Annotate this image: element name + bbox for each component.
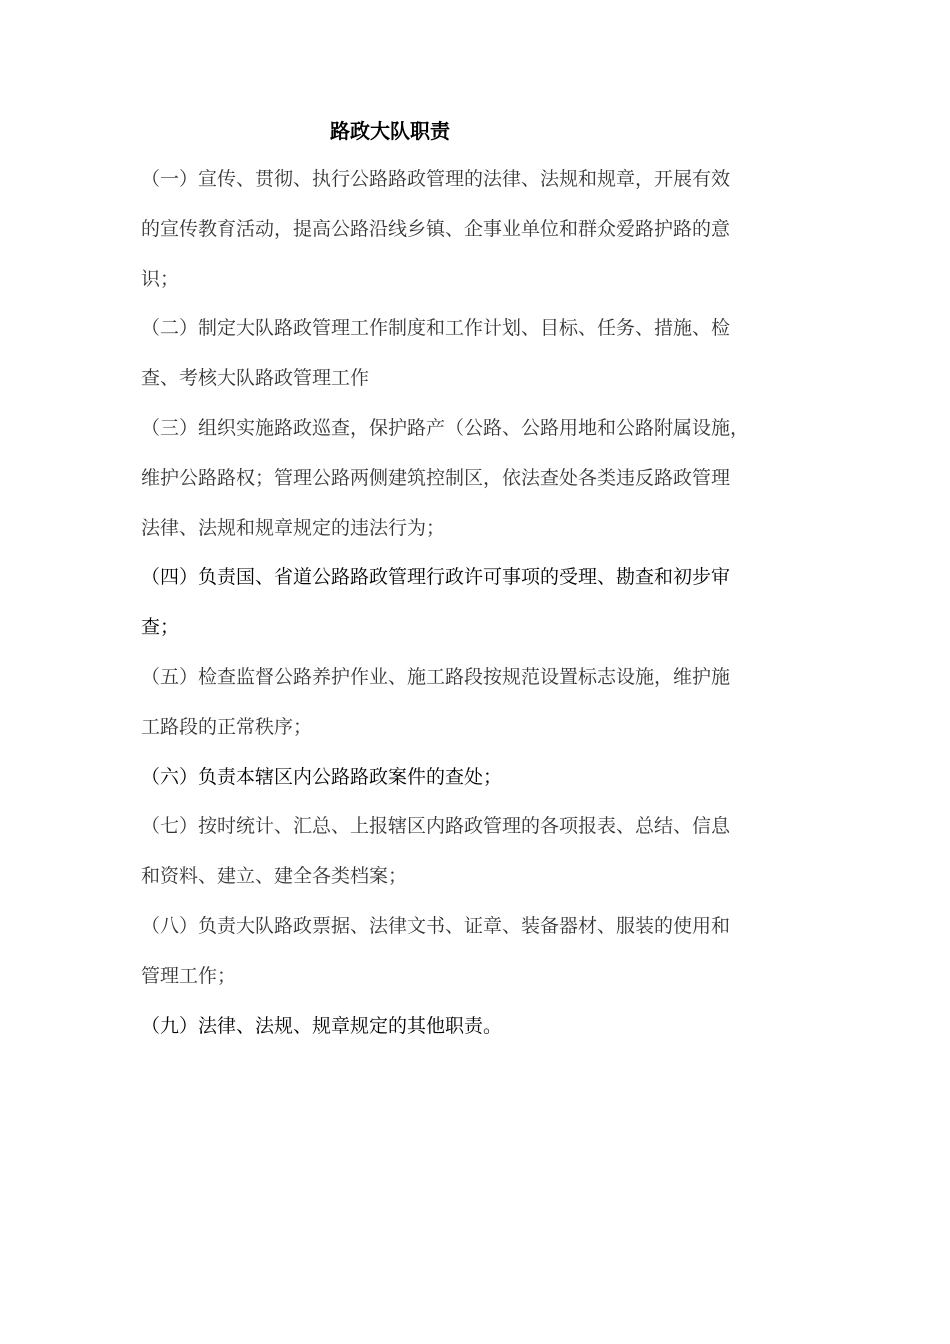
paragraph-line: 管理工作； <box>141 964 237 987</box>
paragraph-line: （五）检查监督公路养护作业、施工路段按规范设置标志设施，维护施 <box>141 665 731 688</box>
paragraph-line: 法律、法规和规章规定的违法行为； <box>141 516 446 539</box>
paragraph-line: 和资料、建立、建全各类档案； <box>141 865 408 888</box>
paragraph-line: （一）宣传、贯彻、执行公路路政管理的法律、法规和规章，开展有效 <box>141 168 731 190</box>
paragraph-3 <box>141 404 811 553</box>
paragraph-9 <box>141 1002 811 1052</box>
paragraph-7 <box>141 802 811 902</box>
paragraph-line: （三）组织实施路政巡查，保护路产（公路、公路用地和公路附属设施， <box>141 416 750 439</box>
document-title: 路政大队职责 <box>330 119 450 143</box>
paragraph-4 <box>141 553 811 653</box>
paragraph-8 <box>141 902 811 1002</box>
paragraph-1 <box>141 155 811 304</box>
document-body <box>141 155 811 1051</box>
paragraph-line: （七）按时统计、汇总、上报辖区内路政管理的各项报表、总结、信息 <box>141 815 731 838</box>
paragraph-line: 识； <box>141 267 180 290</box>
paragraph-2 <box>141 304 811 404</box>
paragraph-line: （八）负责大队路政票据、法律文书、证章、装备器材、服装的使用和 <box>141 914 731 937</box>
paragraph-line: （九）法律、法规、规章规定的其他职责。 <box>141 1014 503 1037</box>
paragraph-line: 查、考核大队路政管理工作 <box>141 367 370 390</box>
paragraph-line: （二）制定大队路政管理工作制度和工作计划、目标、任务、措施、检 <box>141 317 731 340</box>
paragraph-line: 的宣传教育活动，提高公路沿线乡镇、企事业单位和群众爱路护路的意 <box>141 217 731 240</box>
paragraph-line: （六）负责本辖区内公路路政案件的查处； <box>141 765 503 788</box>
paragraph-line: 维护公路路权；管理公路两侧建筑控制区，依法查处各类违反路政管理 <box>141 466 731 489</box>
paragraph-line: 查； <box>141 616 180 639</box>
paragraph-line: 工路段的正常秩序； <box>141 715 313 738</box>
paragraph-5 <box>141 653 811 753</box>
paragraph-line: （四）负责国、省道公路路政管理行政许可事项的受理、勘查和初步审 <box>141 566 731 589</box>
paragraph-6 <box>141 753 811 803</box>
